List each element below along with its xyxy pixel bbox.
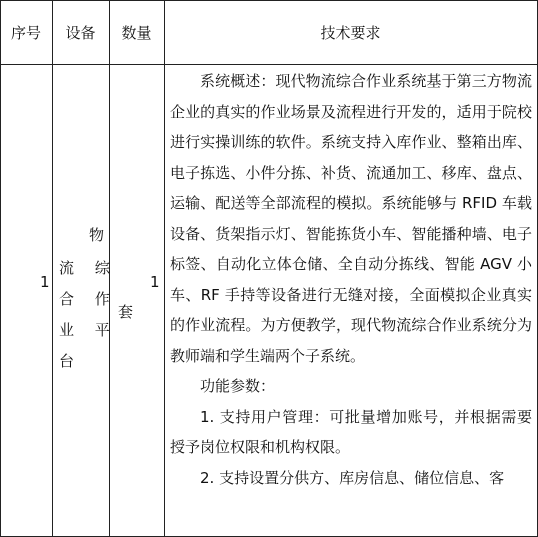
row-index: 1 [40,273,50,291]
header-device: 设备 [65,24,96,42]
column-divider-1 [52,0,53,537]
header-requirements: 技术要求 [320,24,381,42]
device-line-4: 业 平 [59,321,118,339]
header-quantity: 数量 [121,24,152,42]
row-unit: 套 [118,303,134,321]
table-top-border [0,0,538,1]
header-bottom-border [0,64,538,65]
function-item-2: 2. 支持设置分供方、库房信息、储位信息、客 [200,468,505,487]
device-line-5: 台 [59,352,75,370]
overview-paragraph: 系统概述：现代物流综合作业系统基于第三方物流企业的真实的作业场景及流程进行开发的，适用于院校进行实操训练的软件。系统支持入库作业、整箱出库、电子拣选、小件分拣、补货、流通加工、移库、盘点、运输、配送等全部流程的模拟。系统能够与 RFID 车载设备、货架指示灯、智能拣货小车、智能播种墙、电子标签、自动化立体仓储、全自动分拣线、智能 AGV 小车、RF 手持等设备进行无缝对接，全面模拟企业真实的作业流程。为方便教学，现代物流综合作业系统分为教师端和学生端两个子系统。 [170,72,532,365]
requirements-text [170,66,532,493]
column-divider-3 [164,0,165,537]
header-index: 序号 [10,24,41,42]
function-item-1: 1. 支持用户管理：可批量增加账号，并根据需要授予岗位权限和机构权限。 [170,407,532,456]
device-line-1: 物 [89,226,105,244]
device-line-2: 流 综 [59,259,118,277]
device-line-3: 合 作 [59,290,118,308]
table-left-border [0,0,1,537]
function-params-heading: 功能参数： [200,377,276,395]
row-quantity: 1 [150,273,160,291]
